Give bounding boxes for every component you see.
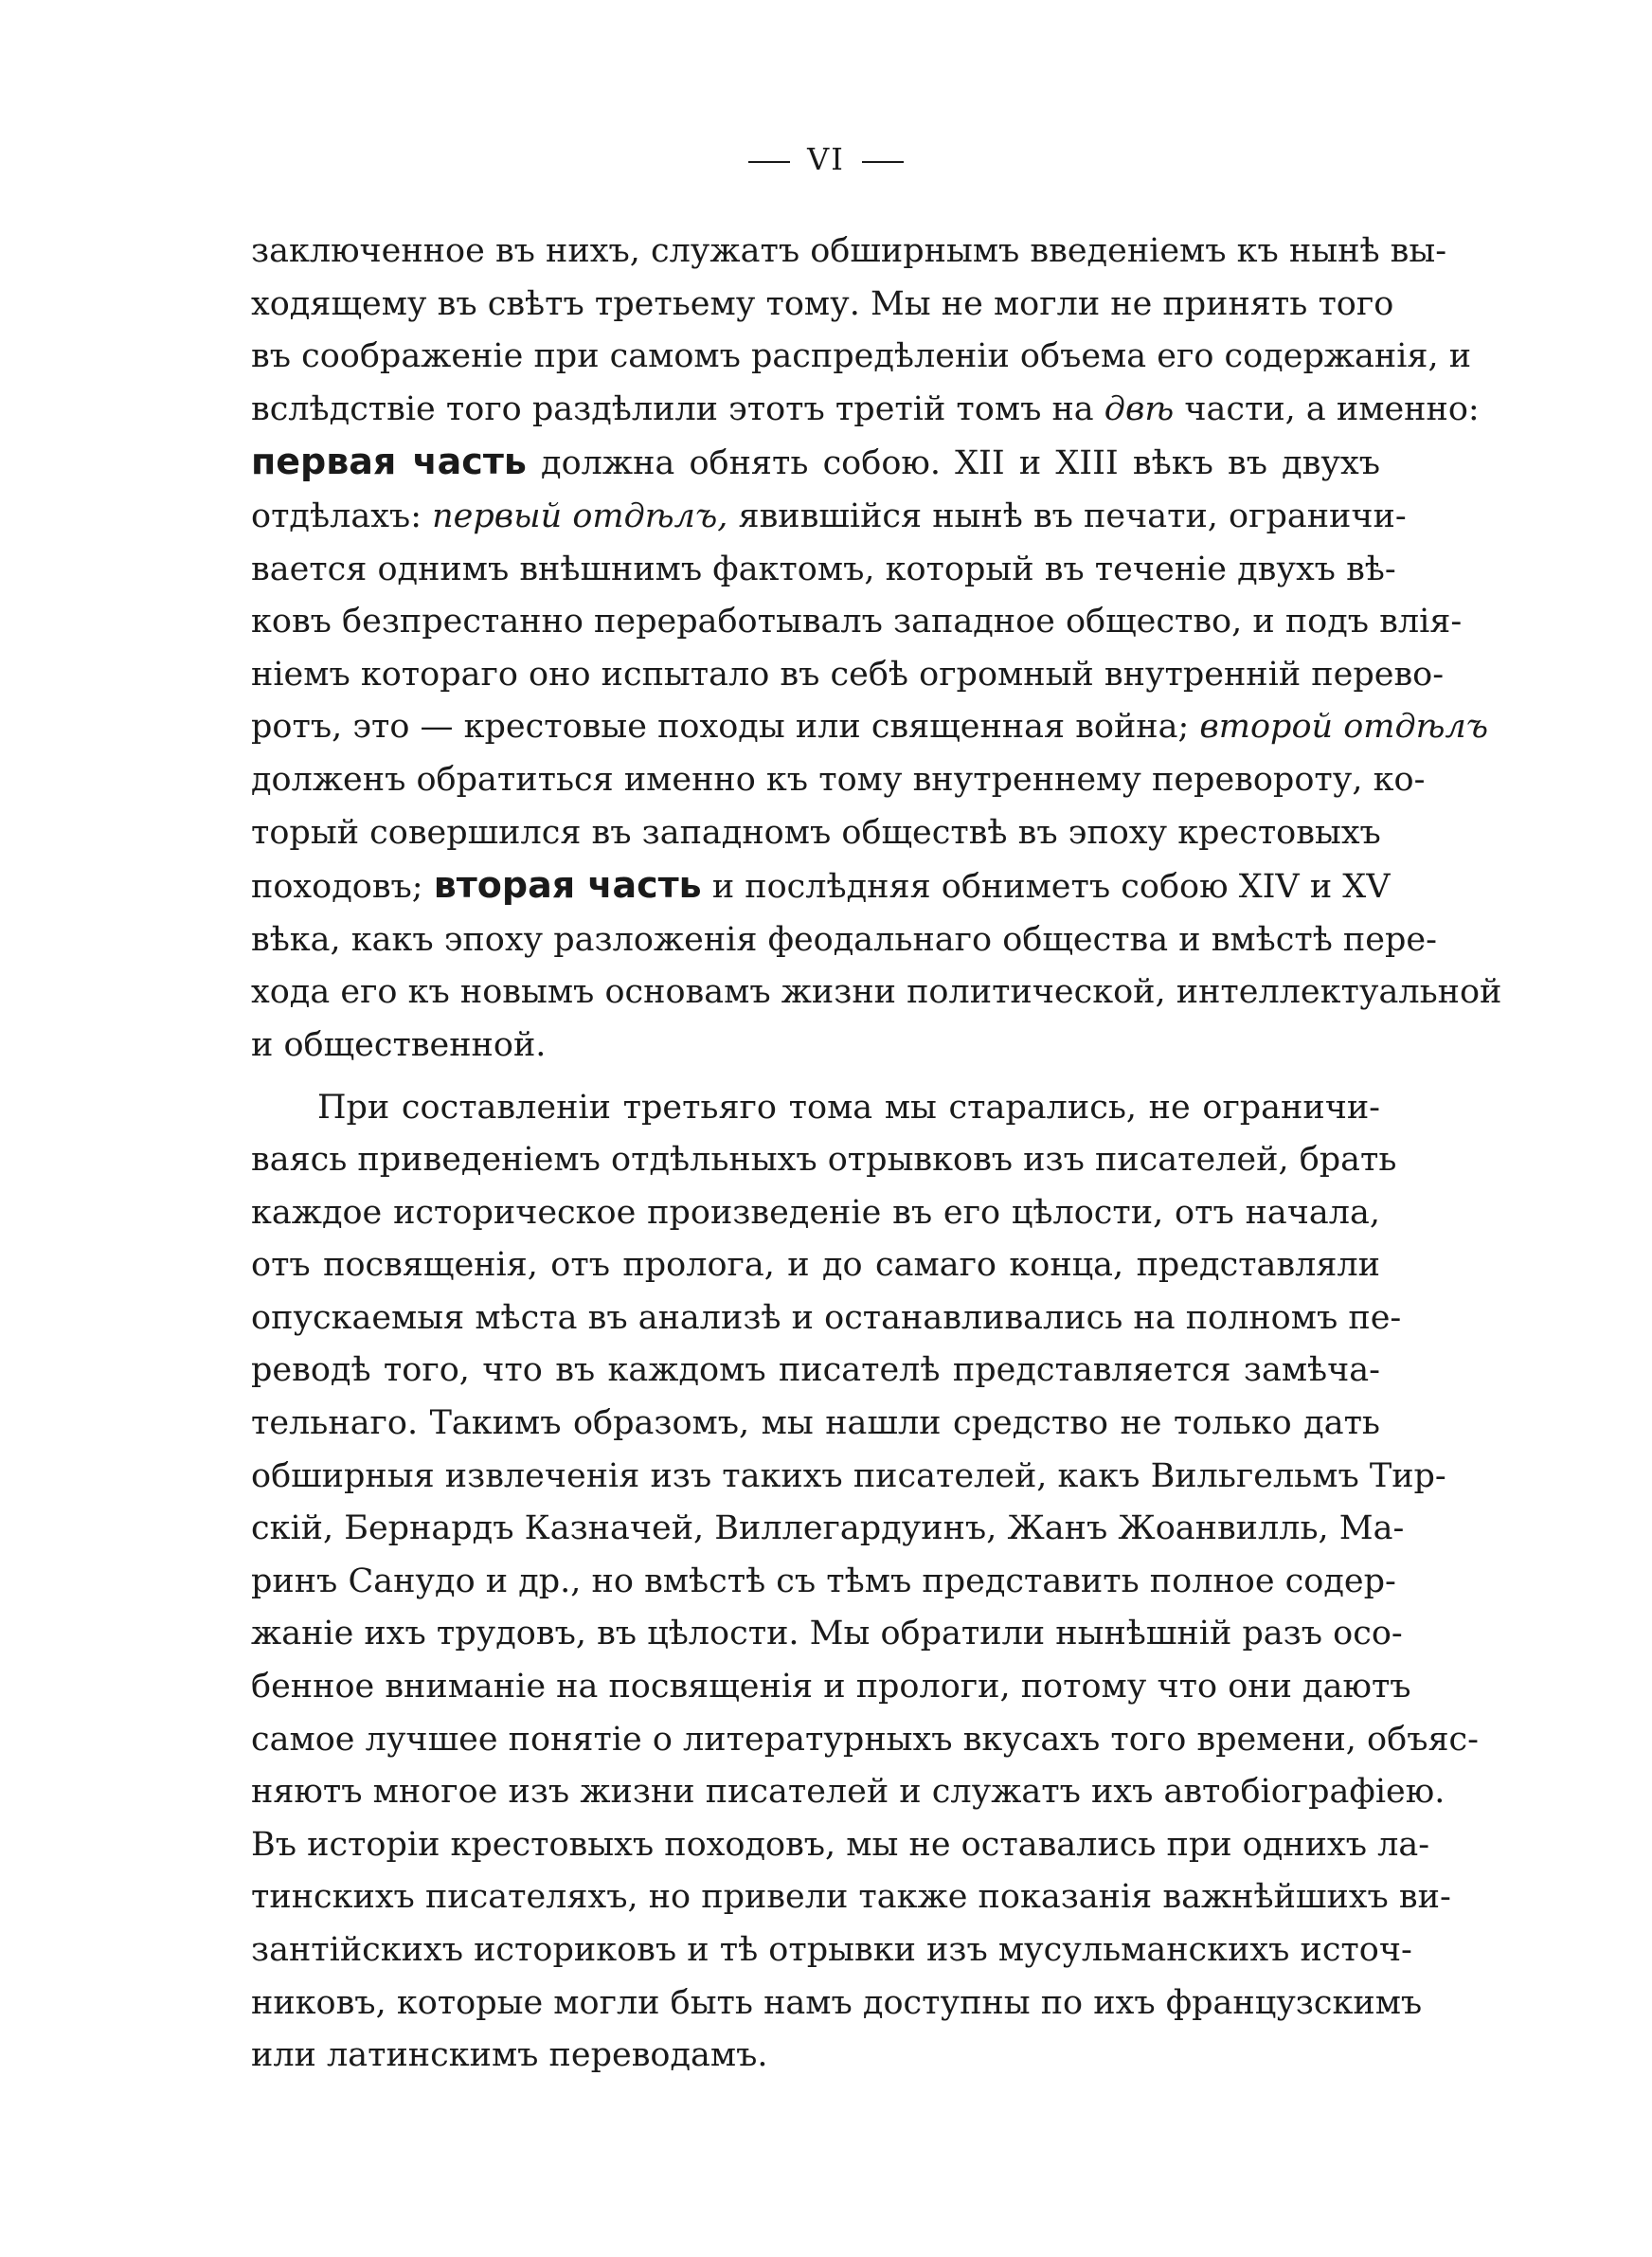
italic-phrase: второй отдѣлъ (1199, 708, 1489, 747)
text-segment: отъ посвященія, отъ пролога, и до самаго конца, представляли (251, 1246, 1380, 1285)
text-line (251, 226, 1447, 279)
paragraph-2 (251, 1082, 1479, 2083)
page-number-label: VI (807, 141, 845, 177)
text-line (251, 1398, 1380, 1451)
text-segment: никовъ, которые могли быть намъ доступны по ихъ французскимъ (251, 1983, 1423, 2022)
text-segment: въ соображеніе при самомъ распредѣленіи объема его содержанія, и (251, 337, 1472, 376)
text-segment: должна обнять собою. XII и XIII вѣкъ въ двухъ (526, 444, 1380, 483)
text-line (251, 1871, 1451, 1924)
text-line (251, 1819, 1430, 1872)
text-segment: тинскихъ писателяхъ, но привели также показанія важнѣйшихъ ви- (251, 1878, 1451, 1917)
text-line (251, 1187, 1380, 1240)
text-line (251, 1977, 1423, 2031)
text-line (251, 1082, 1380, 1135)
text-line (251, 1556, 1396, 1609)
body-text (251, 226, 1502, 2083)
text-line (251, 544, 1396, 597)
text-line (251, 966, 1502, 1020)
text-segment: самое лучшее понятіе о литературныхъ вкусахъ того времени, объяс- (251, 1720, 1479, 1759)
text-segment: явившійся нынѣ въ печати, ограничи- (727, 497, 1407, 535)
text-line (251, 914, 1437, 967)
left-dash (748, 161, 790, 163)
text-line (251, 1292, 1402, 1345)
text-line (251, 384, 1480, 437)
text-segment: ринъ Санудо и др., но вмѣстѣ съ тѣмъ представить полное содер- (251, 1562, 1396, 1600)
text-segment: походовъ; (251, 868, 434, 907)
text-segment: или латинскимъ переводамъ. (251, 2036, 768, 2075)
text-line (251, 701, 1489, 754)
text-segment: торый совершился въ западномъ обществѣ въ эпоху крестовыхъ (251, 813, 1381, 852)
text-segment: няютъ многое изъ жизни писателей и служатъ ихъ автобіографіею. (251, 1773, 1446, 1812)
text-line (251, 859, 1391, 914)
text-segment: скій, Бернардъ Казначей, Виллегардуинъ, Жанъ Жоанвилль, Ма- (251, 1509, 1405, 1548)
text-segment: реводѣ того, что въ каждомъ писателѣ представляется замѣча- (251, 1351, 1380, 1390)
page-number (0, 140, 1652, 178)
text-line (251, 1766, 1446, 1819)
text-line (251, 491, 1407, 544)
bold-phrase: вторая часть (433, 864, 702, 907)
text-line (251, 279, 1394, 332)
text-line (251, 596, 1463, 649)
text-segment: обширныя извлеченія изъ такихъ писателей, какъ Вильгельмъ Тир- (251, 1456, 1446, 1495)
text-line (251, 1239, 1380, 1292)
paragraph-gap (251, 1073, 1380, 1082)
text-segment: зантійскихъ историковъ и тѣ отрывки изъ мусульманскихъ источ- (251, 1931, 1412, 1969)
text-segment: жаніе ихъ трудовъ, въ цѣлости. Мы обратили нынѣшній разъ осо- (251, 1615, 1403, 1653)
text-segment: ніемъ котораго оно испытало въ себѣ огромный внутренній перево- (251, 655, 1445, 694)
text-line (251, 1608, 1403, 1661)
text-segment: вается однимъ внѣшнимъ фактомъ, который въ теченіе двухъ вѣ- (251, 550, 1396, 588)
text-segment: ротъ, это — крестовые походы или священная война; (251, 708, 1200, 747)
text-line (251, 1503, 1405, 1556)
text-segment: Въ исторіи крестовыхъ походовъ, мы не оставались при однихъ ла- (251, 1825, 1430, 1864)
text-line (251, 1451, 1446, 1504)
text-line (251, 1020, 1380, 1073)
text-segment: опускаемыя мѣста въ анализѣ и останавливались на полномъ пе- (251, 1298, 1402, 1337)
text-segment: долженъ обратиться именно къ тому внутреннему перевороту, ко- (251, 760, 1426, 799)
text-line (251, 1134, 1397, 1187)
text-segment: и послѣдняя обниметъ собою XIV и XV (701, 868, 1391, 907)
italic-phrase: двѣ (1104, 389, 1175, 428)
text-line (251, 436, 1380, 491)
text-segment: отдѣлахъ: (251, 497, 433, 535)
right-dash (862, 161, 904, 163)
text-segment: бенное вниманіе на посвященія и прологи, потому что они даютъ (251, 1668, 1411, 1706)
text-line (251, 2030, 1380, 2083)
text-segment: и общественной. (251, 1025, 547, 1064)
text-line (251, 1345, 1380, 1398)
text-segment: заключенное въ нихъ, служатъ обширнымъ введеніемъ къ нынѣ вы- (251, 232, 1447, 270)
bold-phrase: первая часть (251, 441, 527, 483)
text-segment: вслѣдствіе того раздѣлили этотъ третій томъ на (251, 389, 1104, 428)
text-line (251, 331, 1472, 384)
text-segment: ковъ безпрестанно переработывалъ западное общество, и подъ влія- (251, 603, 1463, 641)
text-line (251, 1714, 1479, 1767)
text-line (251, 754, 1426, 807)
text-line (251, 1924, 1412, 1977)
text-segment: ваясь приведеніемъ отдѣльныхъ отрывковъ изъ писателей, брать (251, 1141, 1397, 1180)
text-segment: каждое историческое произведеніе въ его цѣлости, отъ начала, (251, 1193, 1380, 1232)
text-segment: ходящему въ свѣтъ третьему тому. Мы не могли не принять того (251, 284, 1394, 323)
text-line (251, 1661, 1411, 1714)
text-segment: хода его къ новымъ основамъ жизни политической, интеллектуальной (251, 973, 1502, 1012)
text-segment: тельнаго. Такимъ образомъ, мы нашли средство не только дать (251, 1404, 1380, 1443)
italic-phrase: первый отдѣлъ, (432, 497, 728, 535)
text-segment: вѣка, какъ эпоху разложенія феодальнаго общества и вмѣстѣ пере- (251, 920, 1437, 959)
text-segment: При составленіи третьяго тома мы старались, не ограничи- (317, 1088, 1380, 1127)
text-line (251, 807, 1380, 860)
text-segment: части, а именно: (1174, 389, 1480, 428)
paragraph-1 (251, 226, 1502, 1073)
text-line (251, 649, 1445, 702)
